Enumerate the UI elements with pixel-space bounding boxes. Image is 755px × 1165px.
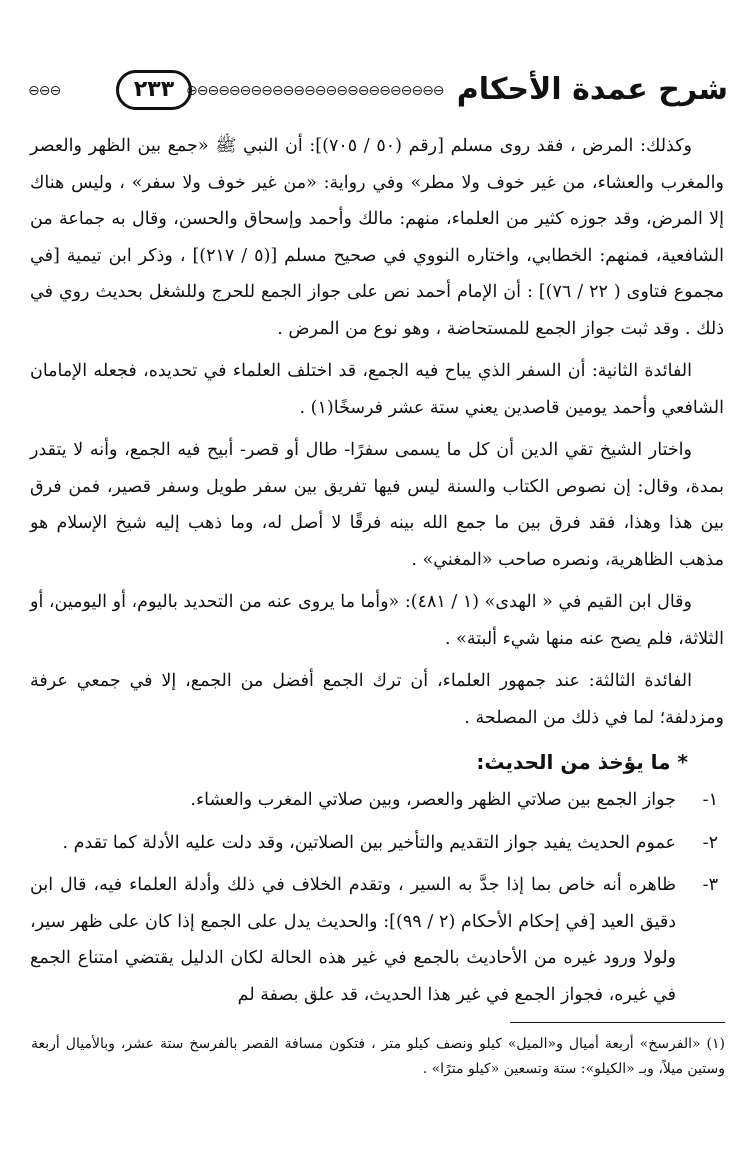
- page-number: ٢٣٣: [116, 70, 192, 110]
- benefits-list: [30, 782, 724, 1013]
- footnote-separator: [510, 1022, 725, 1023]
- list-item: [30, 782, 724, 819]
- list-item-text: جواز الجمع بين صلاتي الظهر والعصر، وبين صلاتي المغرب والعشاء.: [190, 790, 676, 810]
- paragraph-illness: وكذلك: المرض ، فقد روى مسلم [رقم (٥٠ / ٧٠٥)]: أن النبي ﷺ «جمع بين الظهر والعصر والمغرب والعشاء، من غير خوف ولا مطر» وفي رواية: «من غير خوف ولا سفر» ، وليس هناك إلا المرض، وقد جوزه كثير من العلماء، منهم: مالك وأحمد وإسحاق والحسن، وقال به جماعة من الشافعية، فمنهم: الخطابي، واختاره النووي في صحيح مسلم [(٥ / ٢١٧)] ، وذكر ابن تيمية [في مجموع فتاوى ( ٢٢ / ٧٦)] : أن الإمام أحمد نص على جواز الجمع للحرج وللشغل بحديث روي في ذلك . وقد ثبت جواز الجمع للمستحاضة ، وهو نوع من المرض .: [30, 136, 724, 339]
- paragraph-second-benefit: الفائدة الثانية: أن السفر الذي يباح فيه الجمع، قد اختلف العلماء في تحديده، فجعله الإمامان الشافعي وأحمد يومين قاصدين يعني ستة عشر فرسخًا(١) .: [30, 361, 724, 418]
- list-item-number: ٢-: [702, 832, 718, 853]
- main-text: [30, 128, 724, 1019]
- section-heading: * ما يؤخذ من الحديث:: [476, 750, 688, 774]
- paragraph-ibn-al-qayyim: وقال ابن القيم في « الهدى» (١ / ٤٨١): «وأما ما يروى عنه من التحديد باليوم، أو اليومين، أو الثلاثة، فلم يصح عنه منها شيء ألبتة» .: [30, 592, 724, 649]
- list-item-number: ٣-: [702, 875, 718, 895]
- paragraph-taqi-al-din: واختار الشيخ تقي الدين أن كل ما يسمى سفرًا- طال أو قصر- أبيح فيه الجمع، وأنه لا يتقدر بمدة، وقال: إن نصوص الكتاب والسنة ليس فيها تفريق بين سفر طويل وسفر قصير، فمن فرق بين هذا وهذا، فقد فرق بين ما جمع الله بينه فرقًا لا أصل له، وما ذهب إليه شيخ الإسلام هو مذهب الظاهرية، ونصره صاحب «المغني» .: [30, 440, 724, 570]
- list-item: [30, 867, 724, 1013]
- header-ornament-left: ⊖⊖⊖: [28, 84, 61, 98]
- page-header: [28, 70, 728, 120]
- paragraph-third-benefit: الفائدة الثالثة: عند جمهور العلماء، أن ترك الجمع أفضل من الجمع، إلا في جمعي عرفة ومزدلفة؛ لما في ذلك من المصلحة .: [30, 671, 724, 728]
- footnote: (١) «الفرسخ» أربعة أميال و«الميل» كيلو ونصف كيلو متر ، فتكون مسافة القصر بالفرسخ ستة عشر، وبالأميال أربعة وستين ميلاً، وبـ «الكيلو»: ستة وتسعين «كيلو مترًا» .: [31, 1036, 725, 1077]
- book-title: شرح عمدة الأحكام: [456, 72, 728, 107]
- list-item: [30, 825, 724, 862]
- header-ornament: ⊖⊖⊖⊖⊖⊖⊖⊖⊖⊖⊖⊖⊖⊖⊖⊖⊖⊖⊖⊖⊖⊖⊖⊖: [186, 84, 444, 98]
- list-item-text: عموم الحديث يفيد جواز التقديم والتأخير بين الصلاتين، وقد دلت عليه الأدلة كما تقدم .: [62, 832, 676, 853]
- list-item-text: ظاهره أنه خاص بما إذا جدَّ به السير ، وتقدم الخلاف في ذلك وأدلة العلماء فيه، قال ابن دقيق العيد [في إحكام الأحكام (٢ / ٩٩)]: والحديث يدل على الجمع إذا كان على ظهر سير، ولولا ورود غيره من الأحاديث بالجمع في غير هذه الحالة لكان الدليل يقتضي امتناع الجمع في غيره، فجواز الجمع في غير هذا الحديث، قد علق بصفة لم: [30, 875, 676, 1005]
- list-item-number: ١-: [702, 790, 718, 810]
